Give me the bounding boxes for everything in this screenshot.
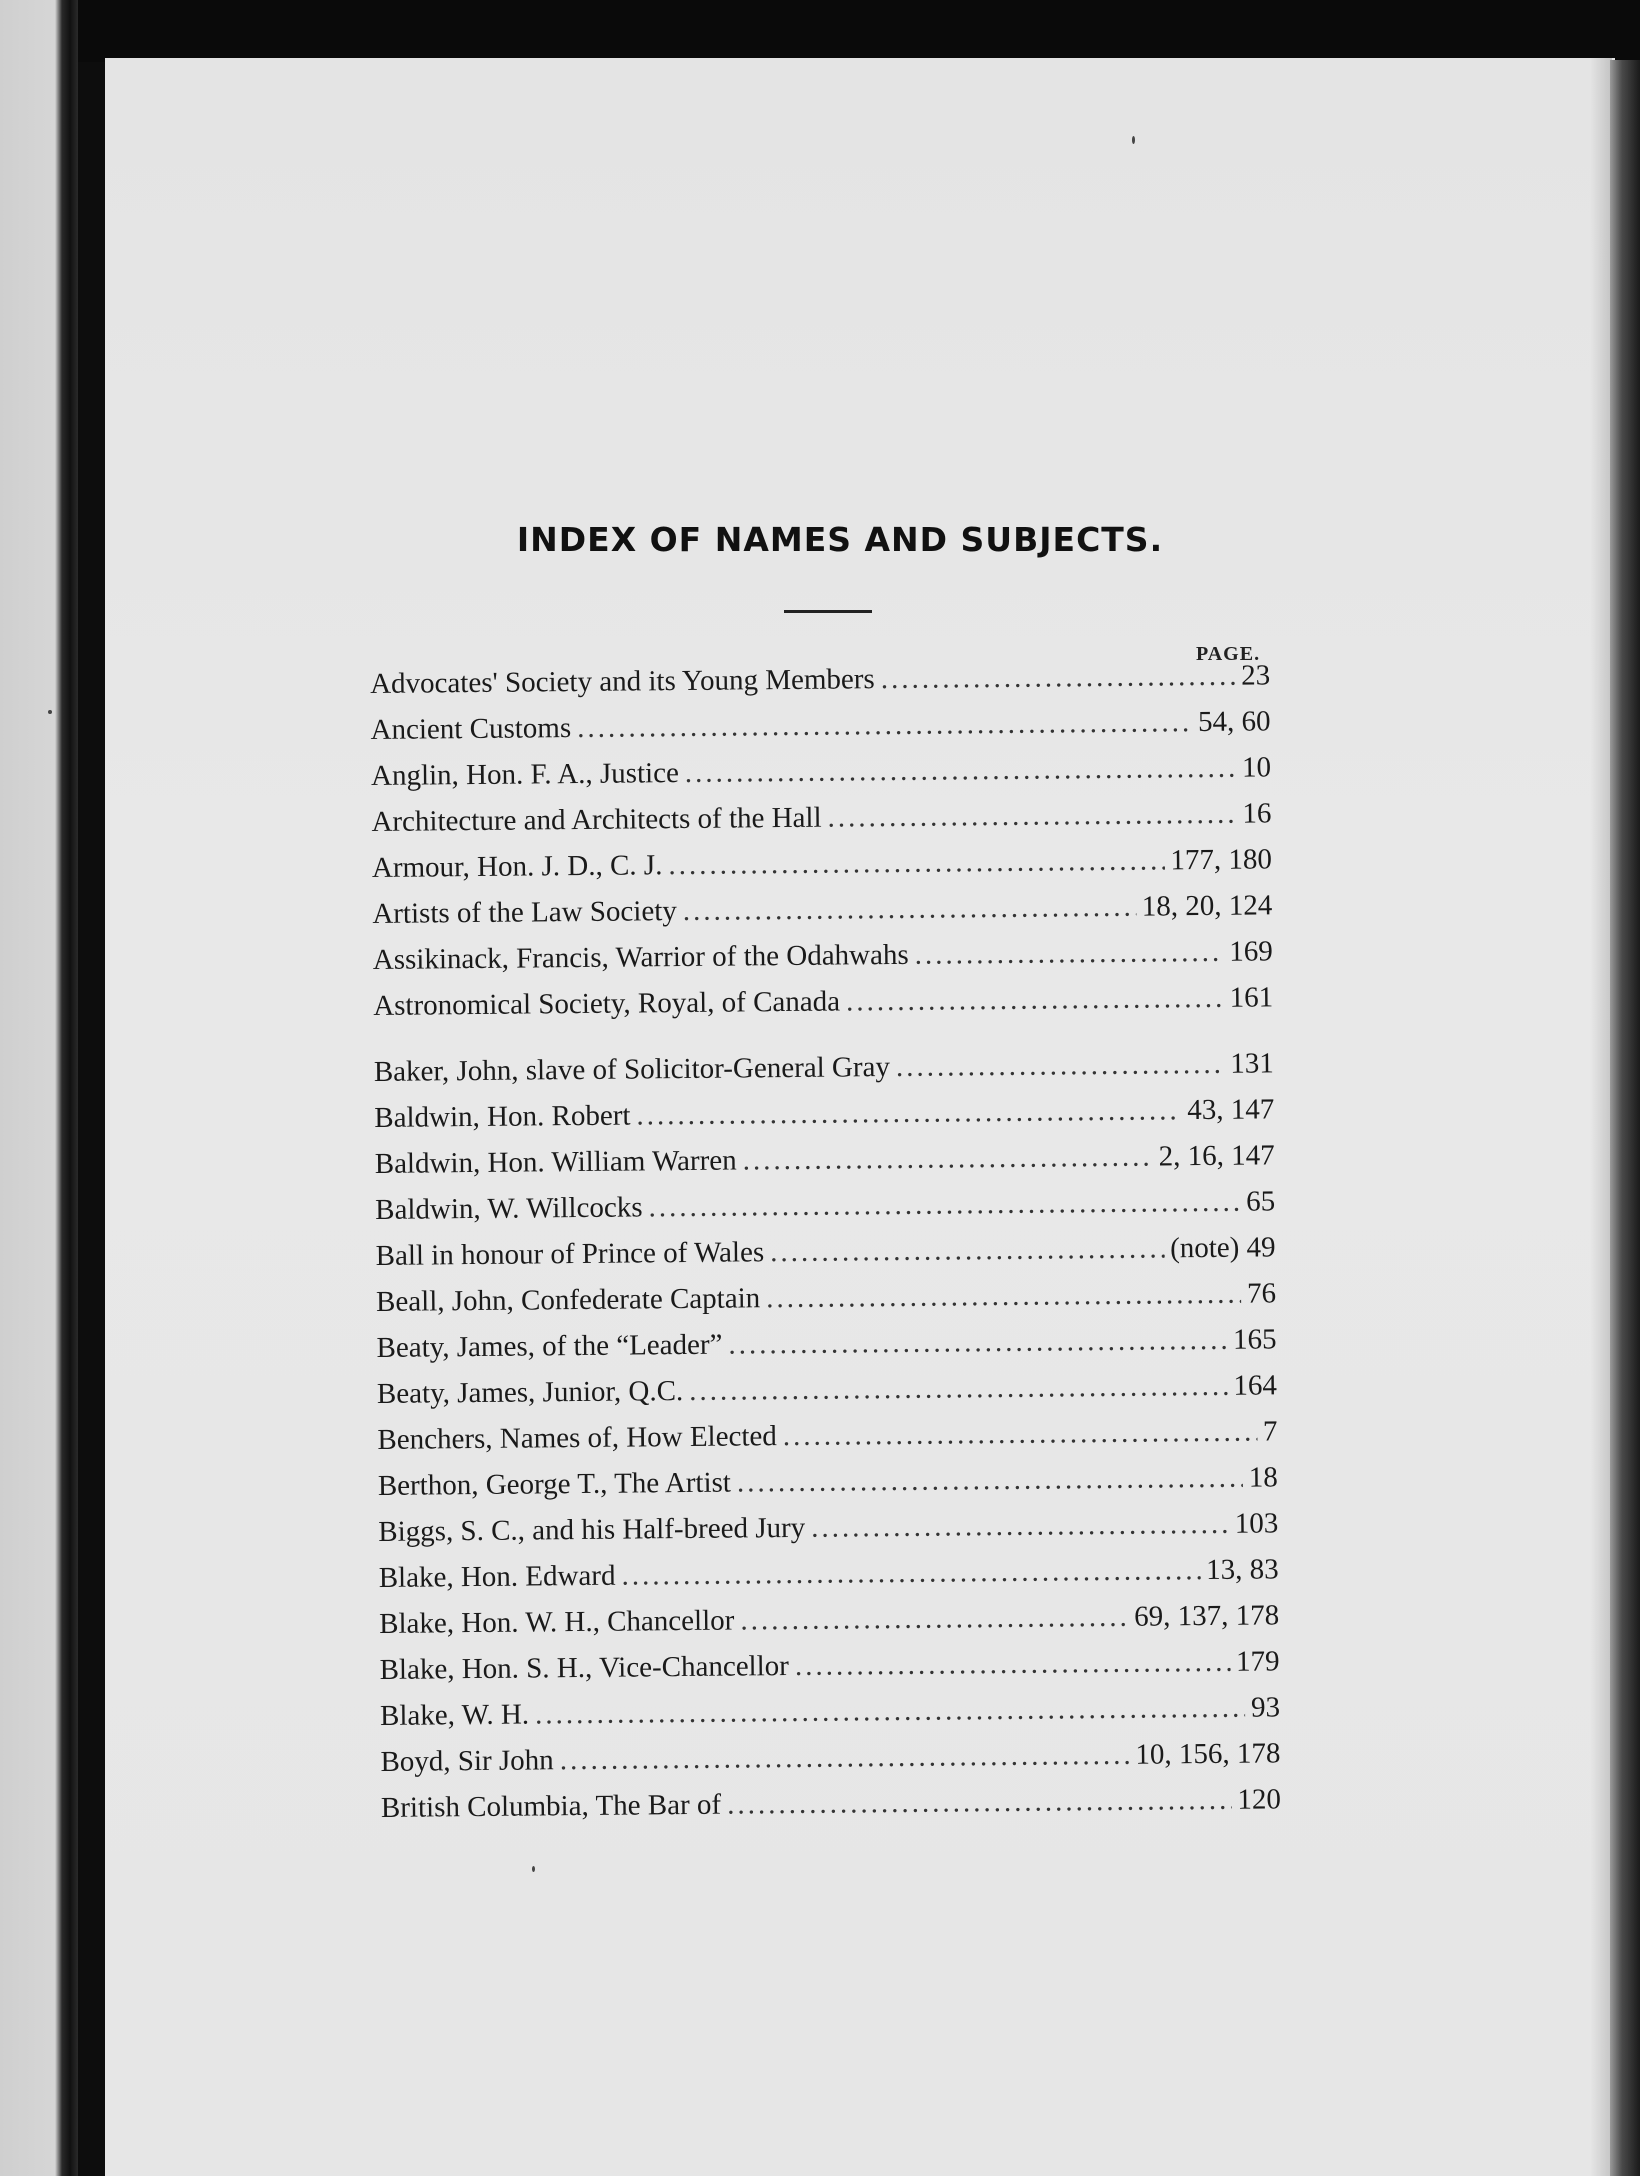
entry-name: Biggs, S. C., and his Half-breed Jury	[378, 1511, 806, 1548]
entry-name: Boyd, Sir John	[380, 1744, 554, 1778]
index-entry	[373, 981, 1273, 1036]
entry-name: Assikinack, Francis, Warrior of the Odahwahs	[372, 938, 909, 976]
entry-pages: 76	[1246, 1277, 1277, 1310]
index-entries	[370, 659, 1281, 1838]
dot-leader	[740, 1601, 1128, 1638]
dot-leader	[685, 752, 1236, 790]
entry-name: Beaty, James, of the “Leader”	[376, 1328, 723, 1364]
dot-leader	[621, 1554, 1200, 1593]
dot-leader	[683, 891, 1136, 928]
entry-name: Benchers, Names of, How Elected	[377, 1420, 777, 1456]
entry-name: Beall, John, Confederate Captain	[375, 1282, 761, 1318]
index-title: INDEX OF NAMES AND SUBJECTS.	[516, 520, 1164, 559]
entry-name: Beaty, James, Junior, Q.C.	[376, 1375, 684, 1410]
entry-name: Artists of the Law Society	[372, 895, 677, 930]
scan-speck	[48, 710, 52, 714]
entry-name: Blake, Hon. Edward	[378, 1559, 616, 1594]
entry-pages: 165	[1232, 1323, 1277, 1356]
dot-leader	[636, 1094, 1181, 1132]
book-spine-edge	[1610, 60, 1640, 2176]
entry-name: Baldwin, Hon. Robert	[374, 1099, 631, 1134]
entry-name: Baker, John, slave of Solicitor-General Gray	[373, 1051, 891, 1088]
entry-pages: 164	[1233, 1369, 1278, 1402]
dot-leader	[770, 1232, 1164, 1269]
scan-speck	[1132, 136, 1135, 144]
entry-pages: 169	[1229, 935, 1273, 968]
dot-leader	[560, 1739, 1130, 1777]
entry-name: Berthon, George T., The Artist	[377, 1466, 732, 1502]
entry-pages: 18, 20, 124	[1141, 889, 1273, 923]
entry-name: Blake, Hon. S. H., Vice-Chancellor	[379, 1650, 790, 1686]
entry-pages: 93	[1250, 1691, 1281, 1724]
entry-pages: 120	[1237, 1783, 1282, 1816]
entry-pages: 16	[1242, 797, 1272, 830]
entry-name: Baldwin, W. Willcocks	[375, 1191, 643, 1226]
dot-leader	[668, 844, 1164, 882]
dot-leader	[535, 1692, 1245, 1732]
entry-pages: 23	[1240, 659, 1271, 692]
entry-pages: 43, 147	[1187, 1093, 1275, 1127]
entry-pages: 10	[1241, 751, 1272, 784]
entry-pages: 161	[1229, 981, 1274, 1014]
title-rule	[784, 610, 872, 613]
entry-name: Architecture and Architects of the Hall	[371, 801, 822, 838]
page-edge-shadow	[1590, 58, 1612, 2176]
dot-leader	[827, 798, 1236, 835]
dot-leader	[783, 1416, 1257, 1454]
entry-pages: 10, 156, 178	[1135, 1737, 1281, 1771]
index-entry	[381, 1783, 1281, 1838]
entry-pages: 54, 60	[1197, 705, 1271, 739]
entry-name: Advocates' Society and its Young Members	[370, 663, 875, 700]
entry-pages: 131	[1230, 1047, 1274, 1080]
dot-leader	[846, 982, 1224, 1019]
entry-pages: 69, 137, 178	[1133, 1599, 1280, 1633]
dot-leader	[881, 660, 1236, 696]
dot-leader	[811, 1508, 1229, 1545]
dot-leader	[728, 1324, 1227, 1362]
dot-leader	[742, 1141, 1152, 1178]
entry-name: Ball in honour of Prince of Wales	[375, 1236, 765, 1272]
entry-pages: 18	[1248, 1461, 1278, 1494]
dot-leader	[727, 1784, 1232, 1822]
entry-pages: 179	[1235, 1645, 1280, 1678]
dot-leader	[896, 1048, 1225, 1084]
entry-pages: (note) 49	[1169, 1231, 1276, 1265]
dot-leader	[689, 1370, 1228, 1408]
entry-pages: 103	[1234, 1507, 1279, 1540]
dot-leader	[648, 1186, 1240, 1225]
dot-leader	[577, 706, 1192, 745]
entry-pages: 65	[1246, 1185, 1276, 1218]
entry-name: Blake, W. H.	[379, 1698, 530, 1732]
entry-pages: 7	[1262, 1415, 1278, 1448]
entry-name: Anglin, Hon. F. A., Justice	[370, 757, 680, 792]
dot-leader	[915, 936, 1224, 972]
entry-name: Astronomical Society, Royal, of Canada	[373, 985, 841, 1022]
entry-pages: 13, 83	[1206, 1553, 1279, 1587]
entry-pages: 2, 16, 147	[1158, 1139, 1275, 1173]
dot-leader	[795, 1646, 1231, 1683]
entry-name: Ancient Customs	[370, 712, 572, 746]
page-column-heading: PAGE.	[1196, 643, 1261, 665]
facing-page-edge	[0, 0, 78, 2176]
dot-leader	[737, 1462, 1243, 1500]
entry-name: British Columbia, The Bar of	[380, 1788, 722, 1824]
scan-top-margin	[0, 0, 1640, 62]
entry-name: Baldwin, Hon. William Warren	[374, 1144, 737, 1180]
entry-name: Blake, Hon. W. H., Chancellor	[379, 1604, 735, 1640]
scan-speck	[532, 1866, 535, 1872]
dot-leader	[766, 1278, 1241, 1316]
entry-pages: 177, 180	[1170, 843, 1273, 877]
entry-name: Armour, Hon. J. D., C. J.	[371, 849, 663, 884]
